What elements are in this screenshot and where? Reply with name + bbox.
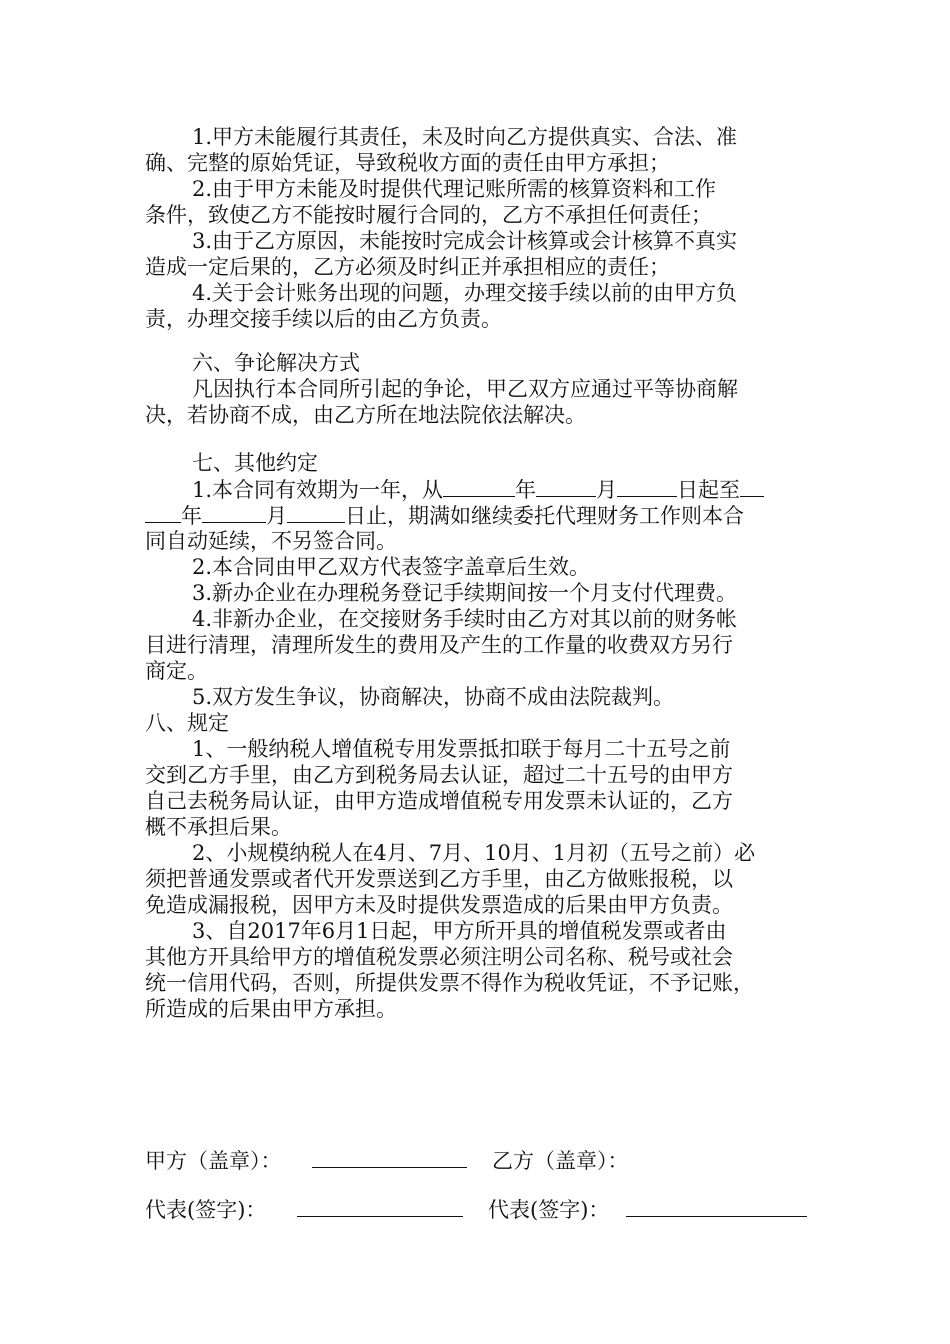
s7-item1-line3: 同自动延续，不另签合同。 <box>145 529 397 553</box>
rep-b-signature-line[interactable] <box>626 1216 807 1217</box>
s7-item3: 3.新办企业在办理税务登记手续期间按一个月支付代理费。 <box>192 581 738 605</box>
end-year-blank-part1 <box>740 476 764 497</box>
s7-item2: 2.本合同由甲乙双方代表签字盖章后生效。 <box>192 555 591 579</box>
section6-line2: 决，若协商不成，由乙方所在地法院依法解决。 <box>145 403 586 427</box>
s5-item2-line2: 条件，致使乙方不能按时履行合同的，乙方不承担任何责任； <box>145 203 712 227</box>
day-to-text: 日止，期满如继续委托代理财务工作则本合 <box>345 504 744 528</box>
start-year-blank <box>443 476 515 497</box>
rep-a-signature-line[interactable] <box>297 1216 463 1217</box>
start-day-blank <box>617 476 677 497</box>
rule2-line3: 免造成漏报税，因甲方未及时提供发票造成的后果由甲方负责。 <box>145 893 733 917</box>
party-a-seal-label: 甲方（盖章）： <box>145 1149 282 1173</box>
rule1-line4: 概不承担后果。 <box>145 815 292 839</box>
rule2-line1: 2、小规模纳税人在4月、7月、10月、1月初（五号之前）必 <box>192 841 756 865</box>
rep-b-label: 代表(签字)： <box>488 1198 610 1222</box>
s7-item1-line2 <box>145 502 744 529</box>
month2-label: 月 <box>266 504 287 528</box>
rule3-line2: 其他方开具给甲方的增值税发票必须注明公司名称、税号或社会 <box>145 945 733 969</box>
s7-item1-line1 <box>192 476 764 503</box>
s5-item3-line2: 造成一定后果的，乙方必须及时纠正并承担相应的责任； <box>145 255 670 279</box>
section8-heading: 八、规定 <box>145 711 229 735</box>
day-from-label: 日起至 <box>677 478 741 502</box>
section7-heading: 七、其他约定 <box>192 451 318 475</box>
rule3-line4: 所造成的后果由甲方承担。 <box>145 997 397 1021</box>
s5-item1-line2: 确、完整的原始凭证，导致税收方面的责任由甲方承担； <box>145 151 670 175</box>
s5-item4-line2: 责，办理交接手续以后的由乙方负责。 <box>145 307 502 331</box>
s7-item4-line1: 4.非新办企业，在交接财务手续时由乙方对其以前的财务帐 <box>192 607 738 631</box>
rule3-line3: 统一信用代码，否则，所提供发票不得作为税收凭证，不予记账， <box>145 971 754 995</box>
party-a-seal-line[interactable] <box>312 1167 467 1168</box>
rule2-line2: 须把普通发票或者代开发票送到乙方手里，由乙方做账报税，以 <box>145 867 733 891</box>
s7-item4-line2: 目进行清理，清理所发生的费用及产生的工作量的收费双方另行 <box>145 633 733 657</box>
s5-item3-line1: 3.由于乙方原因，未能按时完成会计核算或会计核算不真实 <box>192 229 738 253</box>
s5-item4-line1: 4.关于会计账务出现的问题，办理交接手续以前的由甲方负 <box>192 281 738 305</box>
rep-a-label: 代表(签字)： <box>145 1198 267 1222</box>
section6-line1: 凡因执行本合同所引起的争论，甲乙双方应通过平等协商解 <box>192 377 738 401</box>
rule1-line1: 1、一般纳税人增值税专用发票抵扣联于每月二十五号之前 <box>192 737 731 761</box>
end-year-blank-part2 <box>145 502 181 523</box>
party-b-seal-label: 乙方（盖章）： <box>492 1149 629 1173</box>
end-day-blank <box>287 502 345 523</box>
s7-item1-text: 1.本合同有效期为一年，从 <box>192 478 444 502</box>
s7-item5: 5.双方发生争议，协商解决，协商不成由法院裁判。 <box>192 685 675 709</box>
year-label: 年 <box>515 478 537 502</box>
rule3-line1: 3、自2017年6月1日起，甲方所开具的增值税发票或者由 <box>192 919 727 943</box>
end-month-blank <box>202 502 266 523</box>
start-month-blank <box>536 476 596 497</box>
rule1-line3: 自己去税务局认证，由甲方造成增值税专用发票未认证的，乙方 <box>145 789 733 813</box>
s5-item1-line1: 1.甲方未能履行其责任，未及时向乙方提供真实、合法、准 <box>192 125 738 149</box>
s5-item2-line1: 2.由于甲方未能及时提供代理记账所需的核算资料和工作 <box>192 177 717 201</box>
month-label: 月 <box>596 478 618 502</box>
s7-item4-line3: 商定。 <box>145 659 208 683</box>
rule1-line2: 交到乙方手里，由乙方到税务局去认证，超过二十五号的由甲方 <box>145 763 733 787</box>
year2-label: 年 <box>181 504 202 528</box>
section6-heading: 六、争论解决方式 <box>192 351 360 375</box>
